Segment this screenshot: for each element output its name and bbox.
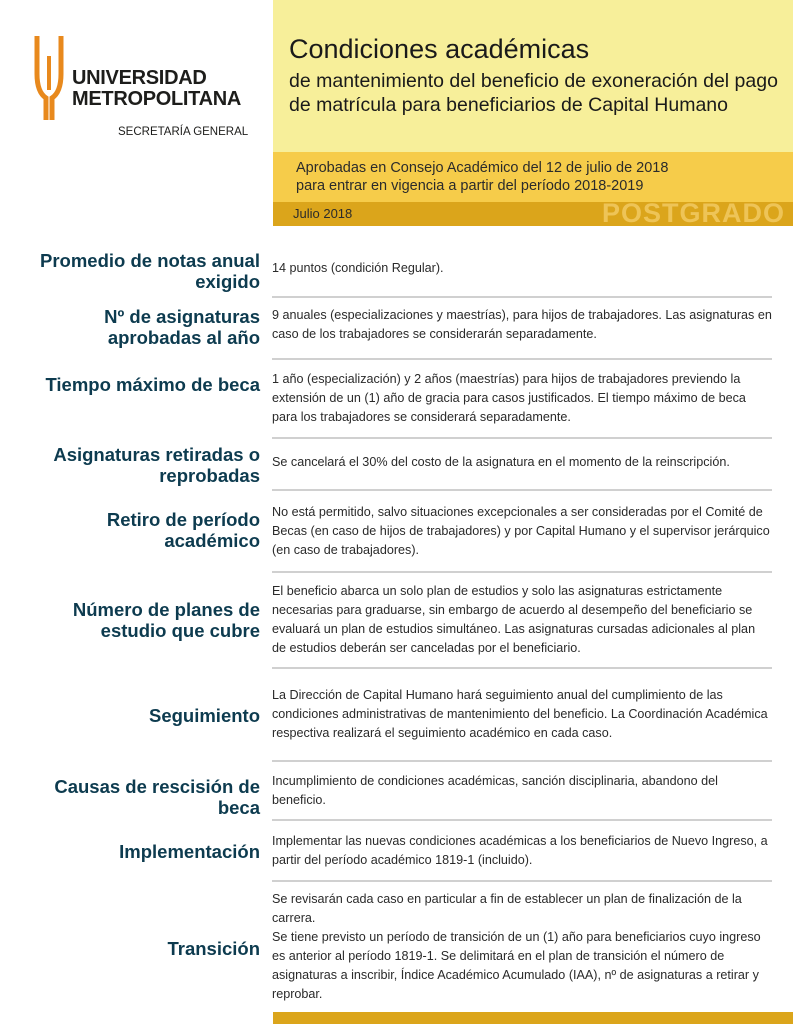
row-divider <box>272 571 772 573</box>
condition-label: Promedio de notas anual exigido <box>40 250 260 292</box>
university-name <box>72 68 241 110</box>
university-emblem-icon <box>32 34 66 122</box>
condition-label: Asignaturas retiradas o reprobadas <box>53 444 260 486</box>
approval-line-1: Aprobadas en Consejo Académico del 12 de julio de 2018 <box>296 160 669 176</box>
university-name-line2: METROPOLITANA <box>72 88 242 110</box>
row-divider <box>272 358 772 360</box>
description-paragraph: Se tiene previsto un período de transición de un (1) año para beneficiarios cuyo ingreso es anterior al período 1819-1. Se delimitará en el plan de transición el número de asignaturas a inscribir, Índice Académico Acumulado (IAA), nº de asignaturas a retirar y reprobar. <box>272 930 761 1001</box>
description-paragraph: Incumplimiento de condiciones académicas, sanción disciplinaria, abandono del beneficio. <box>272 774 718 807</box>
condition-label: Implementación <box>119 841 260 862</box>
condition-description <box>272 832 772 870</box>
title-panel <box>273 0 793 152</box>
condition-description <box>272 772 772 810</box>
condition-description <box>272 582 772 658</box>
condition-description <box>272 370 772 427</box>
description-paragraph: Se cancelará el 30% del costo de la asignatura en el momento de la reinscripción. <box>272 455 730 469</box>
condition-label: Causas de rescisión de beca <box>54 776 260 818</box>
description-paragraph: Implementar las nuevas condiciones académicas a los beneficiarios de Nuevo Ingreso, a partir del período académico 1819-1 (incluido). <box>272 834 768 867</box>
university-name-line1: UNIVERSIDAD <box>72 67 207 89</box>
condition-description <box>272 306 772 344</box>
condition-description <box>272 686 772 743</box>
department-name: SECRETARÍA GENERAL <box>118 126 249 138</box>
row-divider <box>272 819 772 821</box>
condition-label: Seguimiento <box>148 705 260 726</box>
row-divider <box>272 880 772 882</box>
description-paragraph: 1 año (especialización) y 2 años (maestrías) para hijos de trabajadores previendo la extensión de un (1) año de gracia para casos justificados. El tiempo máximo de beca para los trabajadores se considerará separadamente. <box>272 372 746 424</box>
description-paragraph: La Dirección de Capital Humano hará seguimiento anual del cumplimiento de las condiciones administrativas de mantenimiento del beneficio. La Coordinación Académica respectiva realizará el seguimiento académico en cada caso. <box>272 688 768 740</box>
level-badge: POSTGRADO <box>601 202 785 226</box>
row-divider <box>272 437 772 439</box>
document-date: Julio 2018 <box>293 206 353 221</box>
footer-bar <box>273 1012 793 1024</box>
row-divider <box>272 296 772 298</box>
condition-label: Número de planes de estudio que cubre <box>72 599 260 641</box>
approval-text <box>296 159 791 195</box>
row-divider <box>272 760 772 762</box>
document-subtitle: de mantenimiento del beneficio de exoneración del pago de matrícula para beneficiarios de Capital Humano <box>289 70 778 116</box>
row-divider <box>272 489 772 491</box>
description-paragraph: Se revisarán cada caso en particular a fin de establecer un plan de finalización de la carrera. <box>272 892 742 925</box>
condition-description <box>272 453 772 472</box>
document-title: Condiciones académicas <box>289 34 590 64</box>
approval-panel <box>273 152 793 202</box>
description-paragraph: El beneficio abarca un solo plan de estudios y solo las asignaturas estrictamente necesarias para graduarse, sin embargo de acuerdo al desempeño del beneficiario se evaluará un plan de estudios simultáneo. Las asignaturas cursadas adicionales al plan de estudios deberán ser canceladas por el beneficiario. <box>272 584 756 655</box>
description-paragraph: No está permitido, salvo situaciones excepcionales a ser consideradas por el Comité de Becas (en caso de hijos de trabajadores) y por Capital Humano y el supervisor jerárquico (en caso de trabajadores). <box>272 505 770 557</box>
university-logo <box>28 30 268 140</box>
row-divider <box>272 667 772 669</box>
condition-label: Tiempo máximo de beca <box>45 374 260 395</box>
condition-label: Transición <box>167 938 260 959</box>
description-paragraph: 14 puntos (condición Regular). <box>272 261 444 275</box>
date-strip <box>273 202 793 226</box>
approval-line-2: para entrar en vigencia a partir del período 2018-2019 <box>296 178 644 194</box>
condition-description <box>272 259 772 278</box>
description-paragraph: 9 anuales (especializaciones y maestrías), para hijos de trabajadores. Las asignaturas en caso de los trabajadores se considerarán separadamente. <box>272 308 772 341</box>
condition-label: Retiro de período académico <box>106 509 260 551</box>
condition-description <box>272 890 772 1004</box>
condition-description <box>272 503 772 560</box>
condition-label: Nº de asignaturas aprobadas al año <box>104 306 260 348</box>
